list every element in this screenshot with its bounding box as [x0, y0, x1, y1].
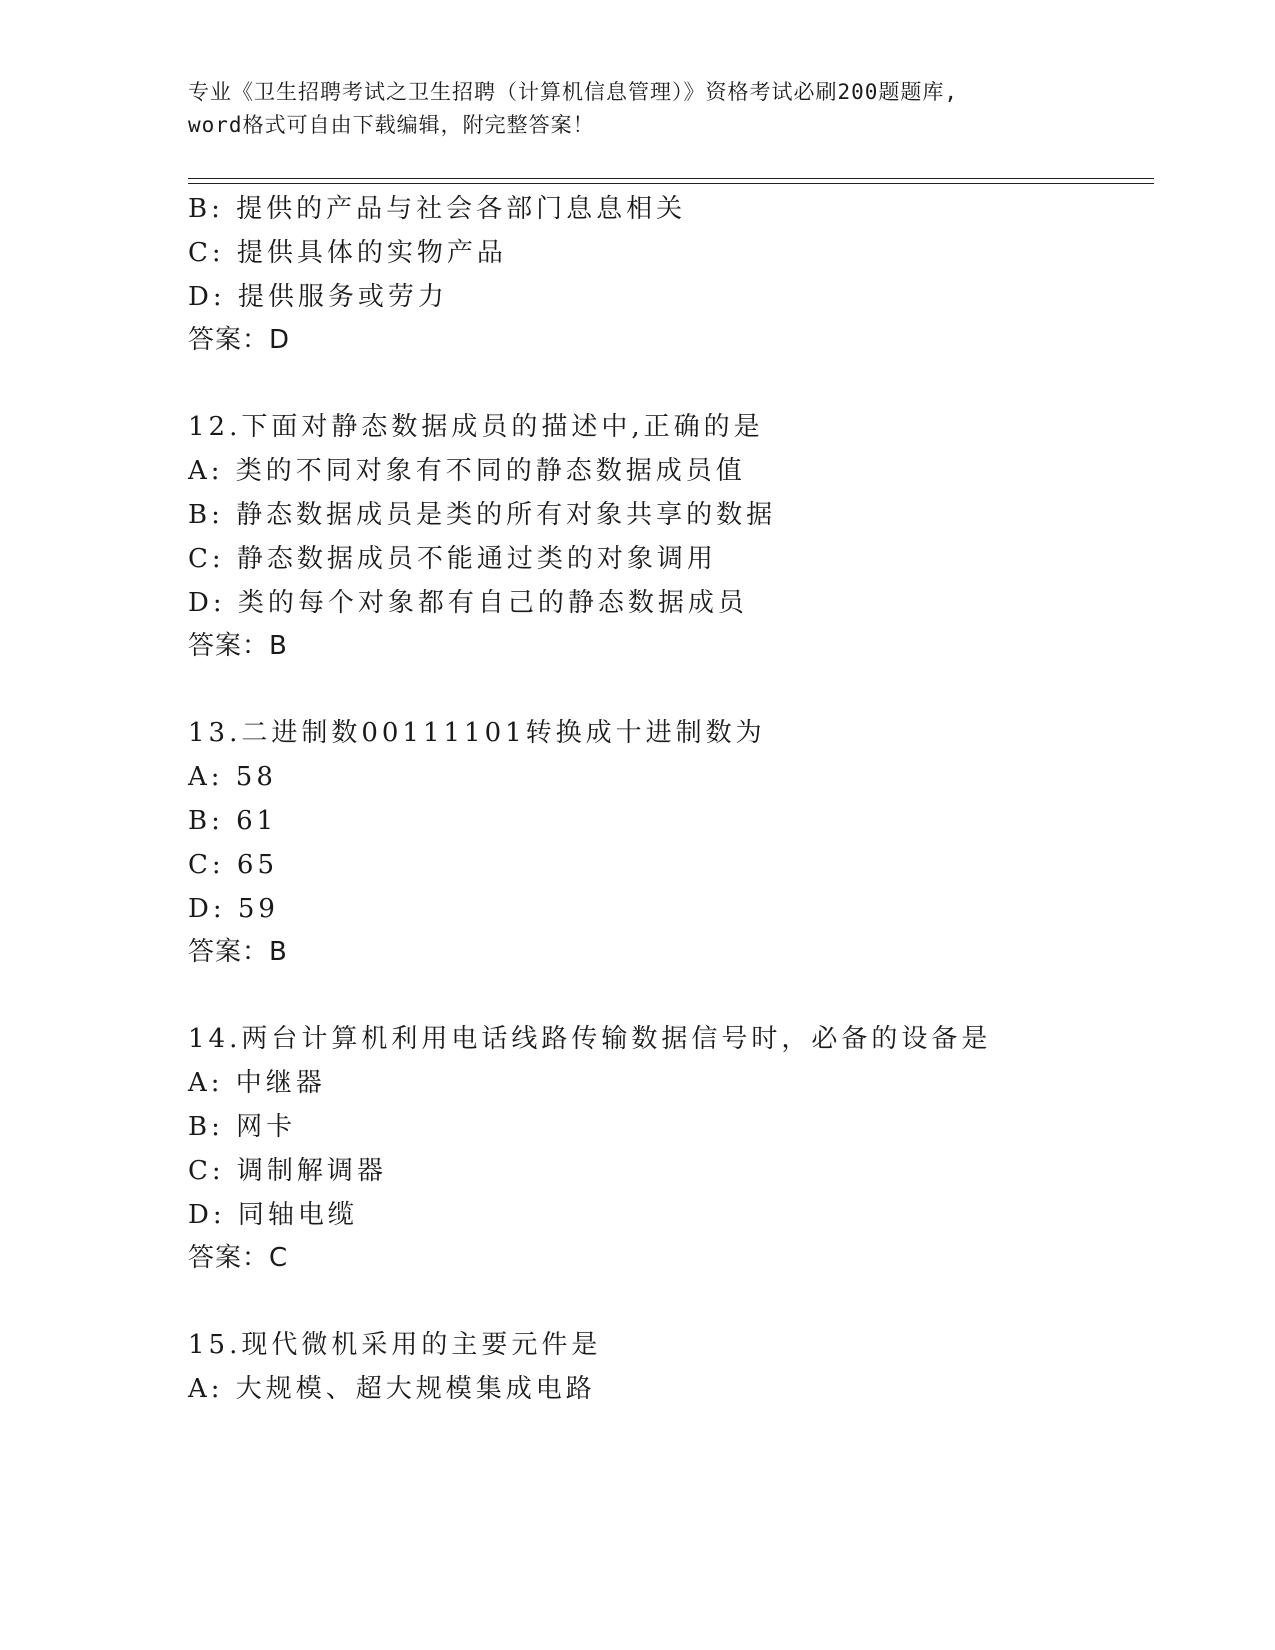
q12-option-c: C: 静态数据成员不能通过类的对象调用 [188, 544, 717, 574]
q12-option-d: D: 类的每个对象都有自己的静态数据成员 [188, 588, 748, 618]
q13-option-b: B: 61 [188, 806, 278, 836]
header-divider-bottom [188, 183, 1154, 184]
q13-option-a: A: 58 [188, 762, 277, 792]
q14-question: 14.两台计算机利用电话线路传输数据信号时，必备的设备是 [188, 1024, 992, 1054]
q14-answer: 答案：C [188, 1243, 289, 1273]
q14-option-a: A: 中继器 [188, 1068, 326, 1098]
q11-option-d: D: 提供服务或劳力 [188, 282, 448, 312]
q11-option-b: B: 提供的产品与社会各部门息息相关 [188, 194, 687, 224]
q12-answer: 答案：B [188, 631, 288, 661]
q13-option-c: C: 65 [188, 850, 279, 880]
q12-option-a: A: 类的不同对象有不同的静态数据成员值 [188, 456, 746, 486]
header-title-line-1: 专业《卫生招聘考试之卫生招聘（计算机信息管理）》资格考试必刷200题题库, [188, 80, 959, 104]
q13-option-d: D: 59 [188, 894, 279, 924]
q12-option-b: B: 静态数据成员是类的所有对象共享的数据 [188, 500, 777, 530]
q14-option-c: C: 调制解调器 [188, 1156, 387, 1186]
document-header [188, 76, 1088, 142]
q13-answer: 答案：B [188, 937, 288, 967]
header-divider-top [188, 178, 1154, 179]
q14-option-d: D: 同轴电缆 [188, 1200, 358, 1230]
q15-option-a: A: 大规模、超大规模集成电路 [188, 1374, 596, 1404]
q13-question: 13.二进制数00111101转换成十进制数为 [188, 718, 766, 748]
q15-question: 15.现代微机采用的主要元件是 [188, 1330, 602, 1360]
q12-question: 12.下面对静态数据成员的描述中,正确的是 [188, 412, 764, 442]
q11-option-c: C: 提供具体的实物产品 [188, 238, 507, 268]
q14-option-b: B: 网卡 [188, 1112, 297, 1142]
header-title-line-2: word格式可自由下载编辑，附完整答案！ [188, 113, 595, 137]
q11-answer: 答案：D [188, 325, 291, 355]
